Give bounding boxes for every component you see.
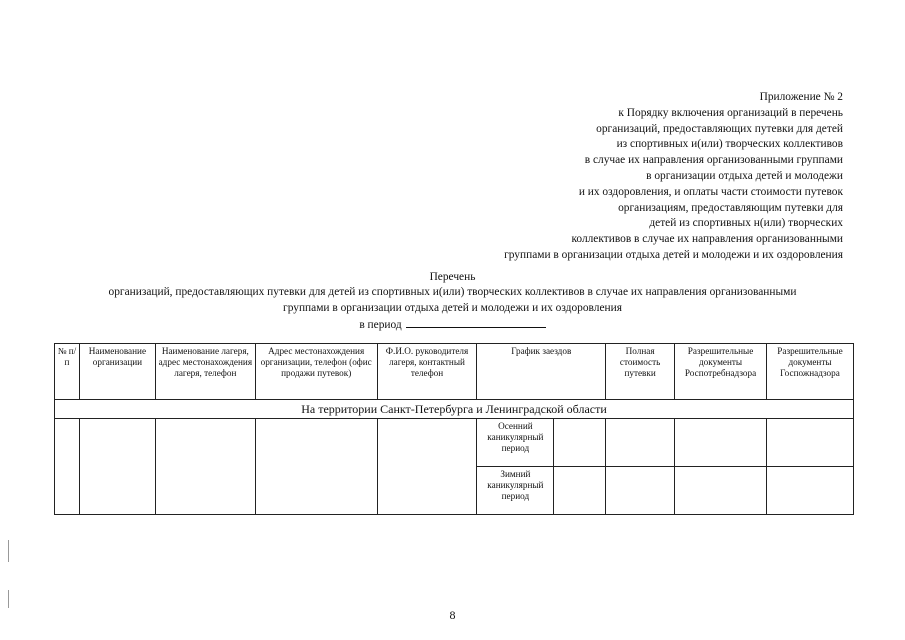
period-winter: Зимний каникулярный период <box>477 467 554 515</box>
appendix-line: в организации отдыха детей и молодежи <box>646 169 843 182</box>
title-line-1: организаций, предоставляющих путевки для детей из спортивных и(или) творческих коллективов в случае их направления организованными <box>108 286 797 299</box>
cell-cost-autumn[interactable] <box>606 419 675 467</box>
title-heading: Перечень <box>429 271 476 283</box>
cell-camp-name[interactable] <box>155 419 255 515</box>
appendix-line: организаций, предоставляющих путевки для детей <box>596 122 843 135</box>
scan-margin-mark <box>8 590 9 608</box>
table-header-row <box>55 344 854 400</box>
appendix-line: к Порядку включения организаций в перечень <box>618 106 843 119</box>
cell-gpn-autumn[interactable] <box>767 419 854 467</box>
header-org-name: Наименование организации <box>79 344 155 400</box>
header-head-fio: Ф.И.О. руководителя лагеря, контактный телефон <box>377 344 477 400</box>
appendix-line: Приложение № 2 <box>759 91 843 103</box>
header-num: № п/п <box>55 344 80 400</box>
cell-org-name[interactable] <box>79 419 155 515</box>
period-line <box>0 316 905 333</box>
appendix-line: группами в организации отдыха детей и молодежи и их оздоровления <box>504 248 843 261</box>
period-blank-field <box>406 316 546 328</box>
cell-head-fio[interactable] <box>377 419 477 515</box>
appendix-line: в случае их направления организованными группами <box>584 154 843 167</box>
region-label: На территории Санкт-Петербурга и Ленинградской области <box>55 400 854 419</box>
appendix-header <box>504 90 843 264</box>
cell-rpn-autumn[interactable] <box>675 419 767 467</box>
page-number: 8 <box>449 608 456 622</box>
region-row <box>55 400 854 419</box>
table-row <box>55 419 854 467</box>
appendix-line: из спортивных и(или) творческих коллективов <box>616 138 843 151</box>
period-autumn: Осенний каникулярный период <box>477 419 554 467</box>
appendix-line: детей из спортивных н(или) творческих <box>649 217 843 230</box>
document-title <box>0 270 905 334</box>
cell-cost-winter[interactable] <box>606 467 675 515</box>
title-line-2: группами в организации отдыха детей и молодежи и их оздоровления <box>283 301 622 314</box>
cell-org-address[interactable] <box>255 419 377 515</box>
period-label: в период <box>359 319 402 332</box>
header-org-address: Адрес местонахождения организации, телефон (офис продажи путевок) <box>255 344 377 400</box>
organizations-table <box>54 343 854 515</box>
appendix-line: организациям, предоставляющим путевки для <box>618 201 843 214</box>
cell-gpn-winter[interactable] <box>767 467 854 515</box>
cell-rpn-winter[interactable] <box>675 467 767 515</box>
header-permit-rpn: Разрешительные документы Роспотребнадзора <box>675 344 767 400</box>
header-permit-gpn: Разрешительные документы Госпожнадзора <box>767 344 854 400</box>
header-schedule: График заездов <box>477 344 606 400</box>
scan-margin-mark <box>8 540 9 562</box>
cell-schedule-winter[interactable] <box>554 467 606 515</box>
cell-schedule-autumn[interactable] <box>554 419 606 467</box>
header-camp-name: Наименование лагеря, адрес местонахождения лагеря, телефон <box>155 344 255 400</box>
cell-num[interactable] <box>55 419 80 515</box>
appendix-line: и их оздоровления, и оплаты части стоимости путевок <box>578 185 843 198</box>
appendix-line: коллективов в случае их направления организованными <box>571 233 843 246</box>
header-full-cost: Полная стоимость путевки <box>606 344 675 400</box>
